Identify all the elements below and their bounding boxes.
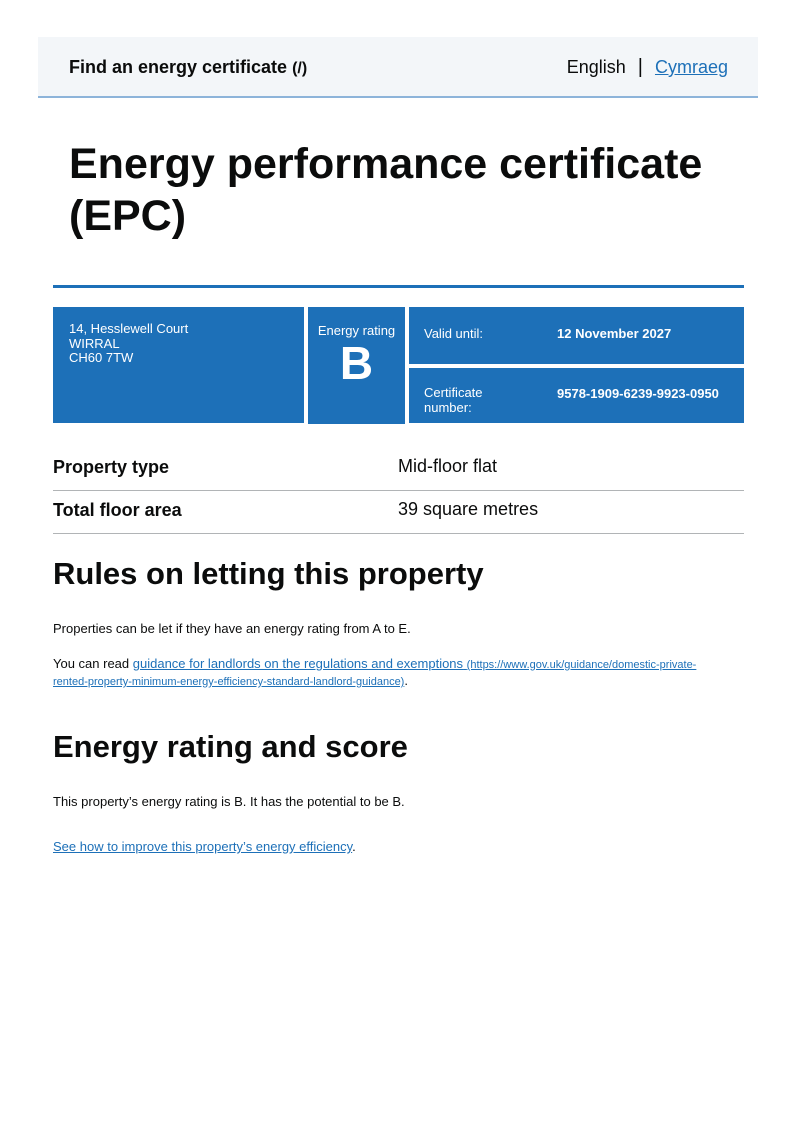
lang-cymraeg-link[interactable]: Cymraeg	[654, 57, 728, 77]
page-title: Energy performance certificate (EPC)	[69, 140, 703, 240]
letting-text: Properties can be let if they have an energy rating from A to E.	[53, 621, 411, 636]
site-header	[38, 37, 758, 98]
address-box	[53, 307, 304, 423]
language-switcher	[567, 56, 728, 79]
lang-current: English	[566, 57, 626, 77]
title-divider	[53, 285, 744, 288]
service-name[interactable]	[69, 57, 307, 78]
letting-guidance-suffix: .	[404, 673, 408, 688]
floor-area-value: 39 square metres	[398, 499, 539, 519]
landlord-guidance-url-2[interactable]: rented-property-minimum-energy-efficiency-standard-landlord-guidance)	[53, 676, 405, 688]
address-line-2: WIRRAL	[69, 335, 120, 351]
energy-rating-text: This property’s energy rating is B. It has the potential to be B.	[53, 794, 405, 809]
valid-until-label: Valid until:	[424, 326, 484, 341]
valid-until-box	[409, 307, 744, 364]
energy-rating-heading: Energy rating and score	[53, 729, 408, 764]
energy-rating-letter: B	[339, 337, 374, 389]
property-type-value: Mid-floor flat	[398, 456, 498, 476]
letting-heading: Rules on letting this property	[53, 556, 484, 591]
improve-suffix: .	[352, 839, 356, 854]
valid-until-value: 12 November 2027	[557, 326, 672, 341]
landlord-guidance-link[interactable]	[53, 656, 696, 688]
certificate-number-value: 9578-1909-6239-9923-0950	[557, 386, 719, 401]
floor-area-row	[53, 491, 744, 534]
letting-guidance-prefix: You can read	[53, 656, 133, 671]
property-type-label: Property type	[53, 457, 170, 477]
landlord-guidance-link-text[interactable]: guidance for landlords on the regulations and exemptions	[132, 656, 464, 671]
lang-separator: |	[637, 56, 643, 78]
landlord-guidance-url-1[interactable]: (https://www.gov.uk/guidance/domestic-private-	[466, 659, 697, 671]
property-type-row	[53, 448, 744, 491]
energy-rating-box	[308, 307, 405, 424]
address-line-1: 14, Hesslewell Court	[69, 321, 189, 336]
energy-rating-label: Energy rating	[317, 323, 396, 338]
certificate-number-label: Certificate number:	[424, 385, 483, 415]
letting-guidance	[53, 656, 723, 690]
address-line-3: CH60 7TW	[69, 350, 134, 365]
improve-paragraph	[53, 839, 723, 854]
improve-efficiency-link[interactable]: See how to improve this property’s energy efficiency	[53, 839, 353, 854]
service-name-text[interactable]: Find an energy certificate	[69, 57, 288, 77]
service-home-link[interactable]: (/)	[292, 60, 308, 77]
floor-area-label: Total floor area	[53, 500, 182, 520]
certificate-number-box	[409, 368, 744, 423]
